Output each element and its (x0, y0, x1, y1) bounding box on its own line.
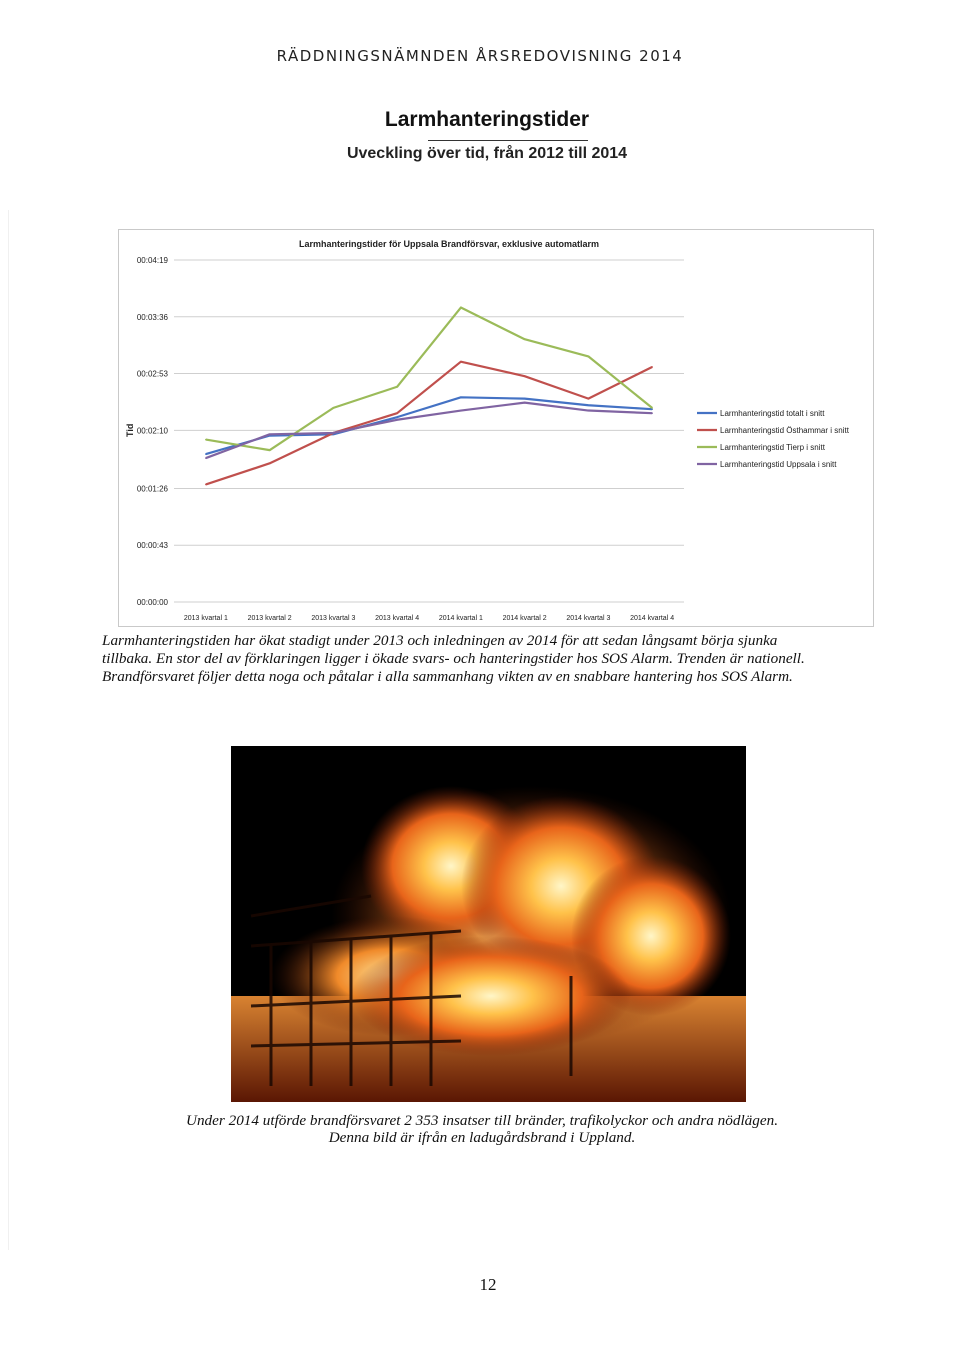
data-point (524, 402, 526, 404)
data-point (588, 356, 590, 358)
data-point (205, 439, 207, 441)
y-tick-label: 00:02:10 (136, 426, 168, 436)
y-axis-label: Tid (125, 423, 135, 438)
x-tick-label: 2014 kvartal 2 (502, 615, 547, 622)
document-header: RÄDDNINGSNÄMNDEN ÅRSREDOVISNING 2014 (276, 47, 684, 65)
series-line (206, 362, 652, 485)
fire-illustration (231, 746, 746, 1102)
data-point (651, 366, 653, 368)
page-title: Larmhanteringstider (384, 108, 590, 131)
x-tick-label: 2014 kvartal 4 (630, 615, 675, 622)
data-point (651, 412, 653, 414)
data-point (524, 375, 526, 377)
data-point (396, 419, 398, 421)
page-number: 12 (479, 1275, 497, 1294)
data-point (460, 410, 462, 412)
page-margin-line (8, 210, 9, 1250)
data-point (205, 484, 207, 486)
x-tick-label: 2013 kvartal 3 (311, 615, 356, 622)
caption-line-1: Under 2014 utförde brandförsvaret 2 353 insatser till bränder, trafikolyckor och andra nödlägen. (186, 1112, 778, 1129)
body-line: Larmhanteringstiden har ökat stadigt under 2013 och inledningen av 2014 för att sedan långsamt börja sjunka (102, 632, 778, 649)
y-tick-label: 00:03:36 (136, 312, 168, 322)
line-chart (118, 229, 874, 627)
data-point (524, 398, 526, 400)
body-line: Brandförsvaret följer detta noga och påtalar i alla sammanhang vikten av en snabbare hantering hos SOS Alarm. (102, 668, 793, 685)
series-line (206, 397, 652, 454)
y-tick-label: 00:01:26 (136, 484, 168, 494)
data-point (205, 453, 207, 455)
chart-title: Larmhanteringstider för Uppsala Brandförsvar, exklusive automatlarm (298, 239, 600, 249)
barn-fire-photo (231, 746, 746, 1102)
data-point (651, 407, 653, 409)
chart-svg (119, 230, 873, 626)
x-tick-label: 2013 kvartal 1 (183, 615, 228, 622)
data-point (588, 404, 590, 406)
x-tick-label: 2013 kvartal 2 (247, 615, 292, 622)
data-point (269, 463, 271, 465)
data-point (333, 432, 335, 434)
body-line: tillbaka. En stor del av förklaringen ligger i ökade svars- och hanteringstider hos SOS Alarm. Trenden är nationell. (102, 650, 805, 667)
y-tick-label: 00:00:00 (136, 598, 168, 607)
caption-line-2: Denna bild är ifrån en ladugårdsbrand i Uppland. (328, 1129, 636, 1146)
page-subtitle: Uveckling över tid, från 2012 till 2014 (346, 145, 628, 162)
data-point (460, 397, 462, 399)
data-point (396, 416, 398, 418)
data-point (588, 398, 590, 400)
data-point (460, 307, 462, 309)
data-point (524, 338, 526, 340)
y-tick-label: 00:04:19 (136, 256, 168, 265)
data-point (588, 410, 590, 412)
data-point (396, 386, 398, 388)
x-tick-label: 2014 kvartal 1 (438, 615, 483, 622)
data-point (460, 361, 462, 363)
x-tick-label: 2013 kvartal 4 (375, 615, 420, 622)
photo-caption (0, 1112, 960, 1146)
x-tick-label: 2014 kvartal 3 (566, 615, 611, 622)
title-underline (428, 140, 588, 141)
body-paragraph (102, 632, 882, 686)
legend-label: Larmhanteringstid Östhammar i snitt (720, 426, 849, 435)
data-point (269, 434, 271, 436)
legend-label: Larmhanteringstid Tierp i snitt (720, 443, 825, 452)
legend-label: Larmhanteringstid Uppsala i snitt (720, 460, 837, 469)
series-line (206, 308, 652, 451)
y-tick-label: 00:02:53 (136, 369, 168, 379)
data-point (269, 449, 271, 451)
data-point (396, 412, 398, 414)
data-point (333, 407, 335, 409)
y-tick-label: 00:00:43 (136, 541, 168, 551)
data-point (205, 457, 207, 459)
legend-label: Larmhanteringstid totalt i snitt (720, 409, 825, 418)
